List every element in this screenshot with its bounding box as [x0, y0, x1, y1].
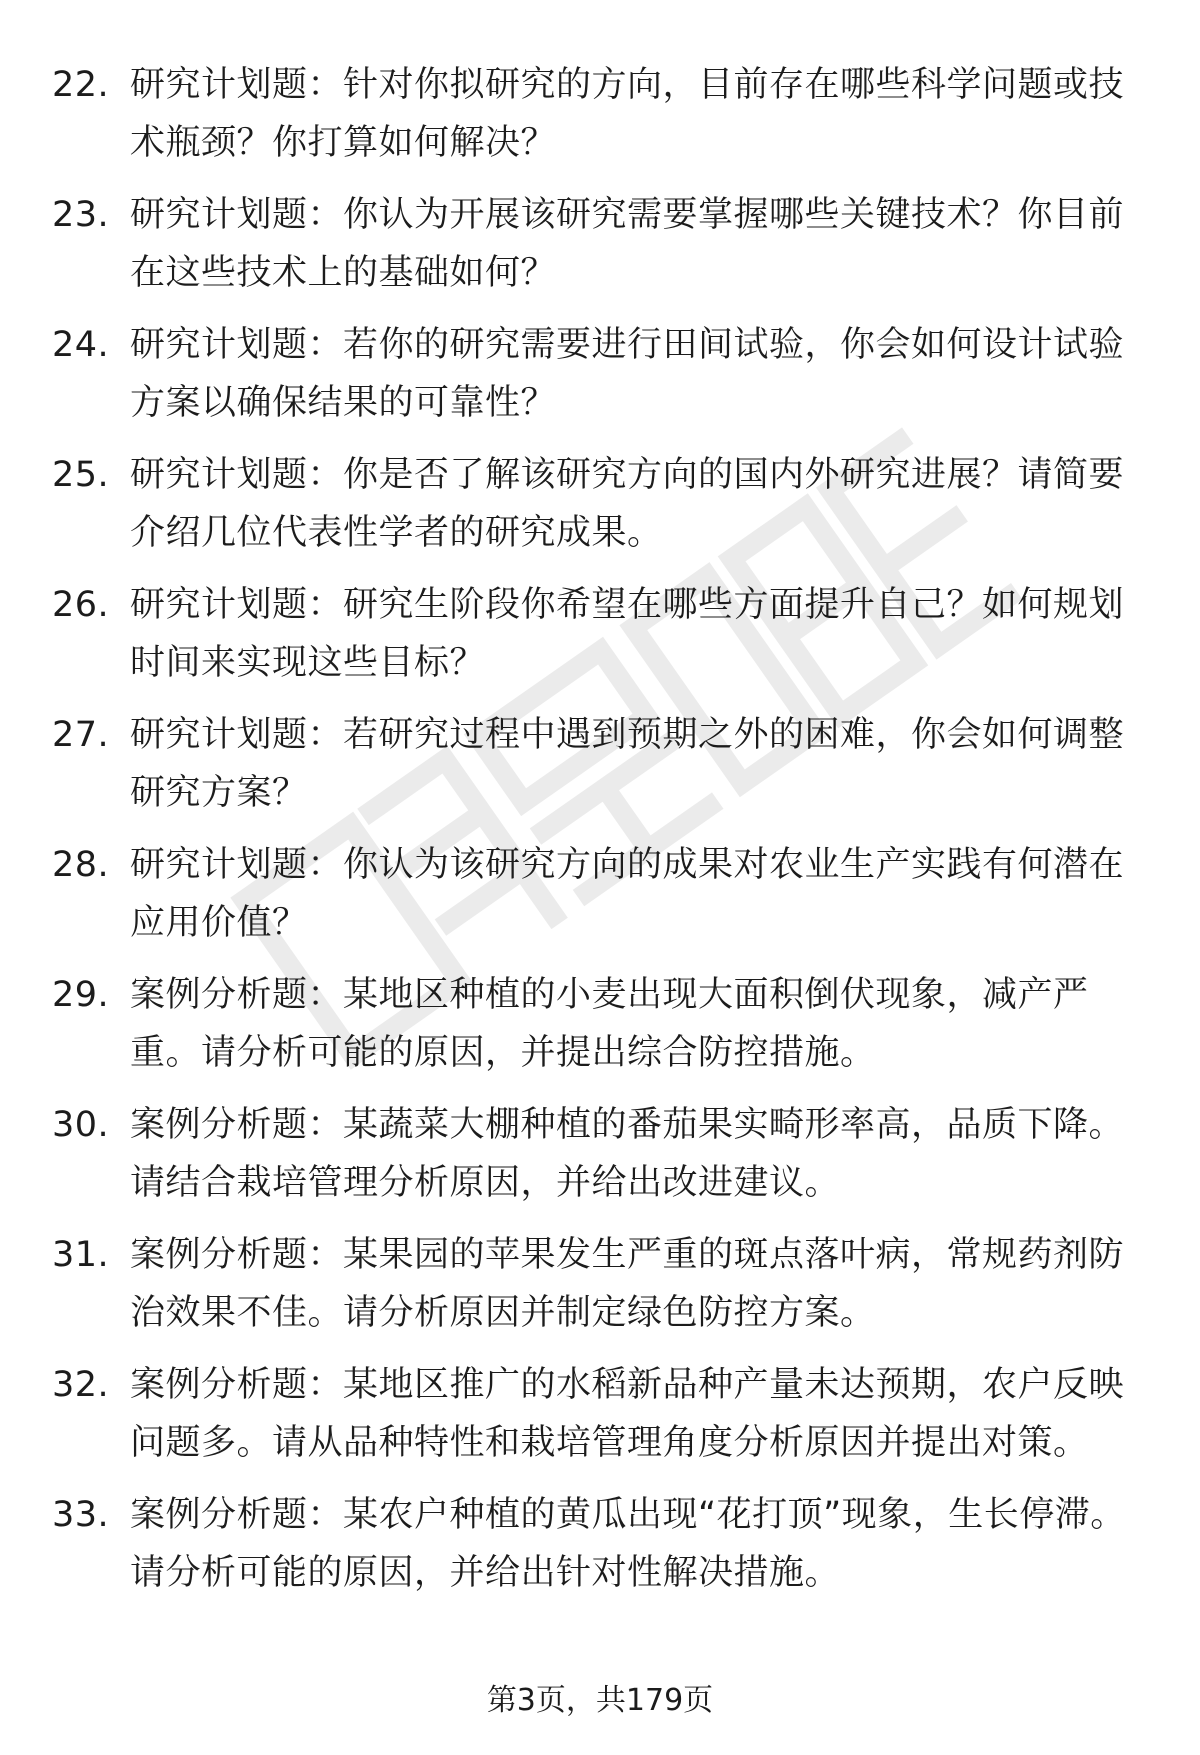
question-text: 研究计划题：你认为该研究方向的成果对农业生产实践有何潜在应用价值？ [130, 845, 1125, 943]
question-text: 案例分析题：某农户种植的黄瓜出现“花打顶”现象，生长停滞。请分析可能的原因，并给出针对性解决措施。 [130, 1495, 1126, 1593]
question-item [52, 316, 1142, 446]
question-number: 26. [52, 585, 110, 625]
question-item [52, 1096, 1142, 1226]
question-text: 案例分析题：某地区推广的水稻新品种产量未达预期，农户反映问题多。请从品种特性和栽培管理角度分析原因并提出对策。 [130, 1365, 1125, 1463]
question-item [52, 706, 1142, 836]
question-text: 案例分析题：某蔬菜大棚种植的番茄果实畸形率高，品质下降。请结合栽培管理分析原因，并给出改进建议。 [130, 1105, 1125, 1203]
question-item [52, 446, 1142, 576]
question-number: 22. [52, 65, 110, 105]
question-number: 33. [52, 1495, 110, 1535]
question-text: 案例分析题：某果园的苹果发生严重的斑点落叶病，常规药剂防治效果不佳。请分析原因并制定绿色防控方案。 [130, 1235, 1125, 1333]
question-item [52, 836, 1142, 966]
question-number: 28. [52, 845, 110, 885]
question-item [52, 1226, 1142, 1356]
question-item [52, 1356, 1142, 1486]
question-text: 研究计划题：你是否了解该研究方向的国内外研究进展？请简要介绍几位代表性学者的研究成果。 [130, 455, 1125, 553]
question-number: 32. [52, 1365, 110, 1405]
page-footer: 第3页，共179页 [486, 1683, 714, 1718]
question-item [52, 56, 1142, 186]
question-text: 研究计划题：若你的研究需要进行田间试验，你会如何设计试验方案以确保结果的可靠性？ [130, 325, 1125, 423]
question-number: 27. [52, 715, 110, 755]
question-text: 研究计划题：你认为开展该研究需要掌握哪些关键技术？你目前在这些技术上的基础如何？ [130, 195, 1125, 293]
question-text: 研究计划题：研究生阶段你希望在哪些方面提升自己？如何规划时间来实现这些目标？ [130, 585, 1125, 683]
question-item [52, 966, 1142, 1096]
question-item [52, 576, 1142, 706]
question-number: 24. [52, 325, 110, 365]
question-text: 研究计划题：若研究过程中遇到预期之外的困难，你会如何调整研究方案？ [130, 715, 1125, 813]
question-number: 25. [52, 455, 110, 495]
question-text: 研究计划题：针对你拟研究的方向，目前存在哪些科学问题或技术瓶颈？你打算如何解决？ [130, 65, 1125, 163]
question-number: 29. [52, 975, 110, 1015]
question-item [52, 1486, 1142, 1616]
question-list [52, 56, 1142, 1616]
question-item [52, 186, 1142, 316]
question-text: 案例分析题：某地区种植的小麦出现大面积倒伏现象，减产严重。请分析可能的原因，并提出综合防控措施。 [130, 975, 1089, 1073]
question-number: 31. [52, 1235, 110, 1275]
question-number: 30. [52, 1105, 110, 1145]
question-number: 23. [52, 195, 110, 235]
